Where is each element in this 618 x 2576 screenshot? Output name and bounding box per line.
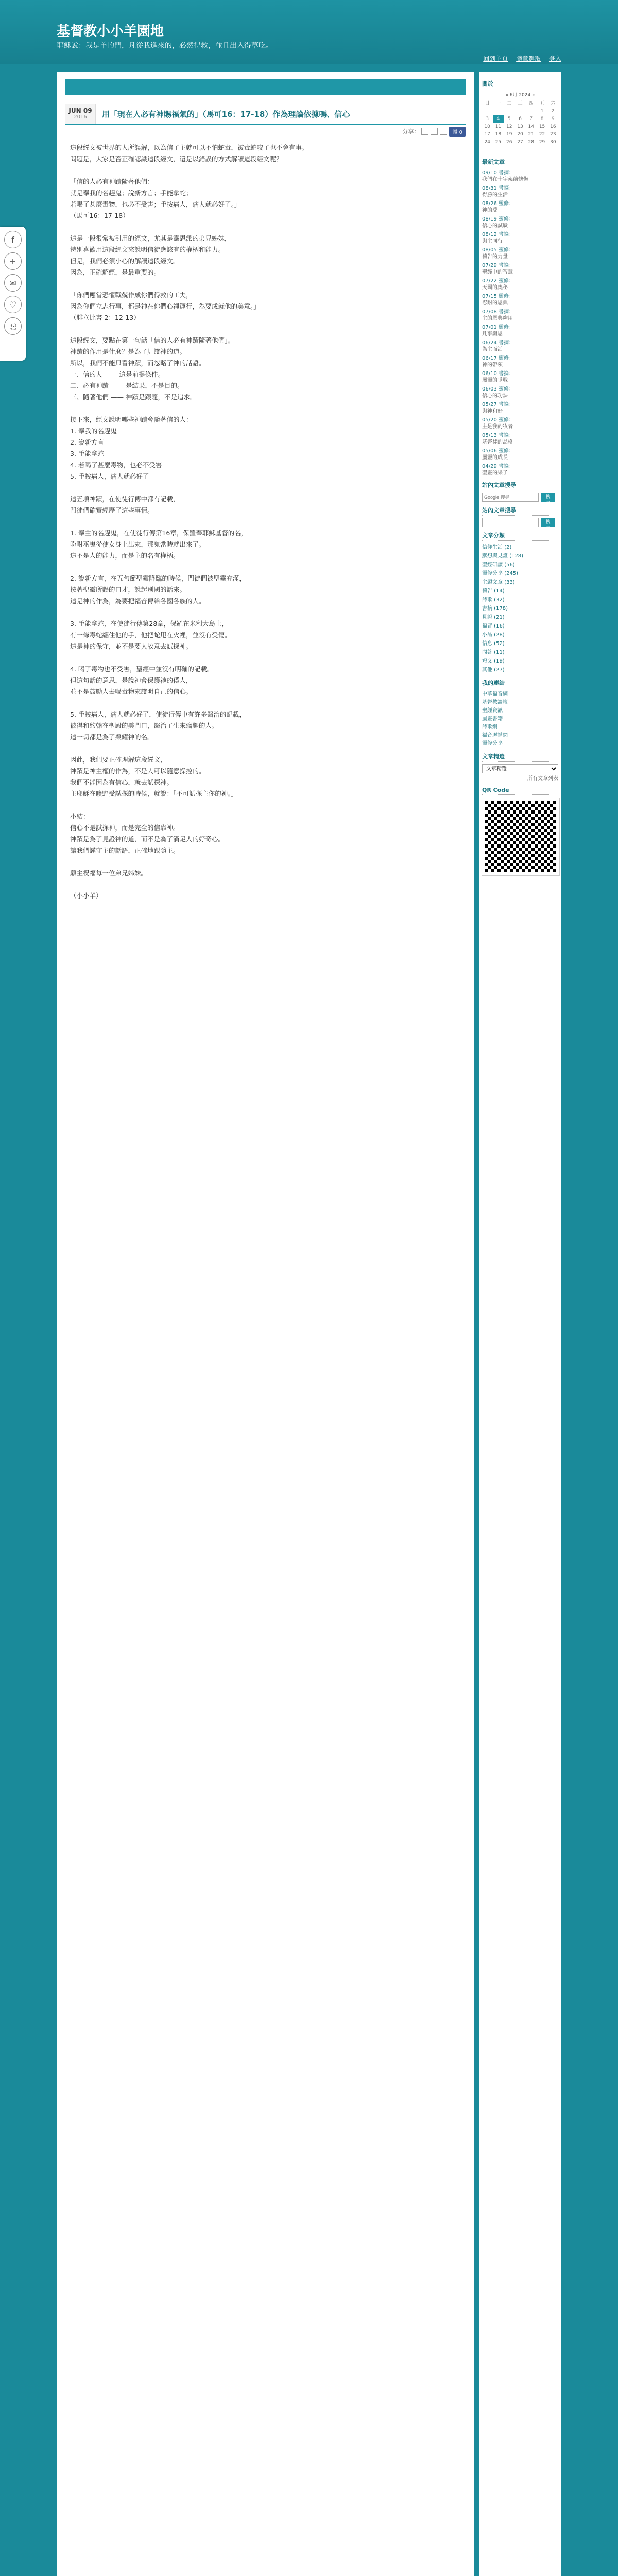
calendar-day[interactable]: 四	[528, 101, 534, 106]
mail-icon[interactable]: ✉	[4, 274, 22, 292]
recent-item[interactable]	[482, 216, 558, 229]
heart-icon[interactable]: ♡	[4, 296, 22, 313]
calendar	[482, 91, 558, 154]
archive-title: 文章精選	[482, 752, 558, 762]
link-item[interactable]: 基督教論壇	[482, 700, 508, 705]
recent-title[interactable]: 神的帶領	[482, 362, 503, 368]
category-item[interactable]: 書摘 (178)	[482, 606, 508, 612]
post-paragraph: 這五項神蹟，在使徒行傳中都有記載， 門徒們確實經歷了這些事情。	[70, 495, 180, 514]
calendar-day[interactable]: 4	[493, 115, 503, 123]
recent-date: 06/03 靈修：	[482, 386, 514, 392]
home-link[interactable]: 回到主頁	[483, 55, 508, 62]
recent-title[interactable]: 禱告的力量	[482, 254, 508, 260]
post-tools	[65, 125, 466, 138]
recent-date: 04/29 書摘：	[482, 464, 514, 469]
recent-title[interactable]: 基督徒的品格	[482, 439, 513, 445]
post-paragraph: 這是一段很常被引用的經文，尤其是靈恩派的弟兄姊妹， 特別喜歡用這段經文來說明信徒應該有的權柄和能力。 但是，我們必須小心的解讀這段經文。 因為，正確解經，是最重要的。	[70, 234, 231, 276]
recent-date: 06/17 靈修：	[482, 355, 514, 361]
site-links	[477, 54, 561, 63]
calendar-day[interactable]	[526, 108, 536, 115]
recent-date: 09/10 書摘：	[482, 170, 514, 176]
recent-item[interactable]	[482, 200, 558, 214]
calendar-day[interactable]: 25	[495, 140, 502, 145]
category-item[interactable]: 短文 (19)	[482, 658, 505, 664]
link-item[interactable]: 靈修分享	[482, 741, 503, 747]
recent-title[interactable]: 聖經中的智慧	[482, 269, 513, 275]
calendar-month[interactable]: « 6月 2024 »	[505, 93, 535, 98]
post-paragraph: 2. 說新方言，在五旬節聖靈降臨的時候，門徒們被聖靈充滿， 按著聖靈所賜的口才，說起別國的話來。 這是神的作為，為要把福音傳給各國各族的人。	[70, 574, 246, 605]
recent-date: 08/19 靈修：	[482, 216, 514, 222]
post-date-year: 2016	[74, 114, 87, 120]
recent-date: 05/13 書摘：	[482, 433, 514, 438]
calendar-day[interactable]: 13	[517, 124, 523, 129]
recent-title[interactable]: 主的恩典夠用	[482, 316, 513, 321]
recent-date: 05/20 靈修：	[482, 417, 514, 423]
recent-item[interactable]	[482, 417, 558, 430]
recent-title[interactable]: 為主而活	[482, 347, 503, 352]
link-icon[interactable]: ⎘	[4, 317, 22, 335]
category-title: 文章分類	[482, 531, 558, 541]
about-title: 關於	[482, 79, 558, 89]
site-search-input[interactable]	[482, 518, 539, 527]
calendar-day[interactable]: 30	[550, 140, 556, 145]
calendar-day[interactable]: 21	[528, 132, 534, 137]
category-item[interactable]: 小品 (28)	[482, 632, 505, 638]
calendar-day[interactable]: 28	[528, 140, 534, 145]
recent-date: 06/24 書摘：	[482, 340, 514, 346]
calendar-day[interactable]: 三	[518, 101, 523, 106]
calendar-day[interactable]: 24	[484, 140, 490, 145]
post-date	[65, 104, 96, 124]
calendar-day[interactable]: 17	[484, 132, 490, 137]
like-button[interactable]: 讚 0	[449, 127, 466, 137]
recent-item[interactable]	[482, 386, 558, 399]
recent-date: 07/22 靈修：	[482, 278, 514, 284]
calendar-day[interactable]	[504, 146, 514, 154]
recent-title[interactable]: 信心的試驗	[482, 223, 508, 229]
calendar-day[interactable]: 20	[517, 132, 523, 137]
link-item[interactable]: 福音聯播網	[482, 733, 508, 738]
google-search-row	[482, 493, 558, 506]
recent-title[interactable]: 信心的功課	[482, 393, 508, 399]
calendar-day[interactable]	[493, 146, 503, 154]
recent-title[interactable]: 忍耐的恩典	[482, 300, 508, 306]
site-title[interactable]: 基督教小小羊園地	[57, 24, 164, 39]
link-list	[482, 690, 558, 748]
category-item[interactable]: 聖經研讀 (56)	[482, 562, 515, 568]
recent-item[interactable]	[482, 448, 558, 461]
category-item[interactable]: 靈修分享 (245)	[482, 571, 519, 577]
recent-title: 最新文章	[482, 158, 558, 167]
calendar-day[interactable]: 6	[519, 116, 522, 122]
calendar-day[interactable]: 11	[495, 124, 502, 129]
category-item[interactable]: 福音 (16)	[482, 623, 505, 629]
link-item[interactable]: 聖經資訊	[482, 708, 503, 714]
post-paragraph: 4. 喝了毒物也不受害，聖經中並沒有明確的記載。 但這句話的意思，是說神會保護祂的僕人， 並不是鼓勵人去喝毒物來證明自己的信心。	[70, 665, 214, 696]
post-paragraph: 5. 手按病人，病人就必好了，使徒行傳中有許多醫治的記載， 彼得和約翰在聖殿的美門口，醫治了生來瘸腿的人。 這一切都是為了榮耀神的名。	[70, 710, 246, 741]
recent-date: 08/31 書摘：	[482, 185, 514, 191]
link-item[interactable]: 詩歌網	[482, 724, 497, 730]
recent-title[interactable]: 聖靈的果子	[482, 470, 508, 476]
all-posts-link[interactable]: 所有文章列表	[527, 776, 558, 782]
calendar-day[interactable]: 26	[506, 140, 512, 145]
post-paragraph: 3. 手能拿蛇，在使徒行傳第28章，保羅在米利大島上， 有一條毒蛇纏住他的手，他把蛇甩在火裡，並沒有受傷。 這是神的保守，並不是要人故意去試探神。	[70, 620, 231, 650]
category-item[interactable]: 問答 (11)	[482, 650, 505, 655]
calendar-day[interactable]: 29	[539, 140, 545, 145]
recent-title[interactable]: 凡事謝恩	[482, 331, 503, 337]
login-link[interactable]: 登入	[548, 55, 561, 62]
recent-title[interactable]: 我們在十字架前懊悔	[482, 177, 528, 182]
calendar-day[interactable]	[526, 146, 536, 154]
recent-item[interactable]	[482, 340, 558, 353]
calendar-day[interactable]	[482, 108, 492, 115]
calendar-day[interactable]: 23	[550, 132, 556, 137]
calendar-day[interactable]	[504, 108, 514, 115]
post-paragraph: 這段經文被世界的人所誤解，以為信了主就可以不怕蛇毒，被毒蛇咬了也不會有事。 問題是，大家是否正確認識這段經文，還是以錯誤的方式解讀這段經文呢？	[70, 144, 308, 163]
site-header	[0, 0, 618, 64]
recent-item[interactable]	[482, 170, 558, 183]
post-title[interactable]: 用「現在人必有神賜福氣的」（馬可16：17-18）作為理論依據嗎、信心	[102, 109, 350, 119]
calendar-day[interactable]: 5	[507, 116, 511, 122]
qr-code	[482, 798, 559, 875]
calendar-day[interactable]	[493, 108, 503, 115]
calendar-day[interactable]: 一	[495, 101, 501, 106]
post-paragraph: 1. 奉主的名趕鬼，在使徒行傳第16章，保羅奉耶穌基督的名， 吩咐巫鬼從使女身上出來，那鬼當時就出來了。 這不是人的能力，而是主的名有權柄。	[70, 529, 248, 560]
recent-title[interactable]: 屬靈的爭戰	[482, 378, 508, 383]
plus-icon[interactable]: +	[4, 252, 22, 270]
recent-item[interactable]	[482, 309, 558, 322]
calendar-day[interactable]: 3	[486, 116, 489, 122]
post-date-day: JUN 09	[68, 107, 92, 114]
calendar-day[interactable]: 14	[528, 124, 534, 129]
share-label: 分享：	[402, 128, 420, 135]
search-title: 站內文章搜尋	[482, 481, 558, 490]
recent-item[interactable]	[482, 185, 558, 198]
google-search-input[interactable]	[482, 493, 539, 502]
post	[65, 104, 466, 917]
recent-title[interactable]: 主是我的牧者	[482, 424, 513, 430]
recent-date: 08/12 書摘：	[482, 232, 514, 238]
category-list	[482, 543, 558, 674]
main-content	[57, 72, 474, 2576]
calendar-day[interactable]: 18	[495, 132, 502, 137]
calendar-day[interactable]	[482, 146, 492, 154]
calendar-day[interactable]: 12	[506, 124, 512, 129]
recent-title[interactable]: 神的愛	[482, 208, 497, 213]
category-item[interactable]: 其他 (27)	[482, 667, 505, 673]
calendar-day[interactable]: 15	[539, 124, 545, 129]
category-item[interactable]: 主題文章 (33)	[482, 580, 515, 585]
post-paragraph: 「你們應當恐懼戰兢作成你們得救的工夫， 因為你們立志行事，都是神在你們心裡運行，為要成就他的美意。」 （腓立比書 2：12-13）	[70, 291, 260, 321]
post-paragraph: 接下來，經文說明哪些神蹟會隨著信的人： 1. 奉我的名趕鬼 2. 說新方言 3. 手能拿蛇 4. 若喝了甚麼毒物，也必不受害 5. 手按病人，病人就必好了	[70, 416, 193, 480]
calendar-day[interactable]: 16	[550, 124, 556, 129]
calendar-day[interactable]: 日	[485, 101, 490, 106]
post-paragraph: 願主祝福每一位弟兄姊妹。 （小小羊）	[70, 869, 148, 900]
calendar-day[interactable]	[515, 146, 525, 154]
recent-item[interactable]	[482, 401, 558, 415]
qr-title: QR Code	[482, 787, 558, 795]
recent-title[interactable]: 與主同行	[482, 239, 503, 244]
recent-date: 05/27 書摘：	[482, 402, 514, 408]
calendar-day[interactable]: 五	[540, 101, 545, 106]
random-link[interactable]: 隨意選取	[516, 55, 541, 62]
recent-item[interactable]	[482, 231, 558, 245]
recent-item[interactable]	[482, 355, 558, 368]
calendar-day[interactable]: 1	[540, 109, 544, 114]
recent-item[interactable]	[482, 262, 558, 276]
calendar-day[interactable]: 8	[540, 116, 544, 122]
recent-title[interactable]: 與神和好	[482, 409, 503, 414]
calendar-day[interactable]: 2	[551, 109, 555, 114]
site-search-title: 站內文章搜尋	[482, 506, 558, 516]
recent-title[interactable]: 屬靈的成長	[482, 455, 508, 461]
category-item[interactable]: 信息 (52)	[482, 641, 505, 647]
category-item[interactable]: 詩歌 (32)	[482, 597, 505, 603]
calendar-day[interactable]: 19	[506, 132, 512, 137]
recent-item[interactable]	[482, 324, 558, 337]
post-header	[65, 104, 466, 125]
recent-item[interactable]	[482, 278, 558, 291]
calendar-day[interactable]	[515, 108, 525, 115]
link-item[interactable]: 屬靈書籍	[482, 716, 503, 722]
recent-date: 08/26 靈修：	[482, 201, 514, 207]
recent-title[interactable]: 天國的奧秘	[482, 285, 508, 291]
calendar-day[interactable]: 六	[551, 101, 556, 106]
facebook-icon[interactable]: f	[4, 231, 22, 248]
recent-item[interactable]	[482, 247, 558, 260]
share-bar	[0, 227, 26, 361]
recent-date: 07/29 書摘：	[482, 263, 514, 268]
post-paragraph: 這段經文，要點在第一句話「信的人必有神蹟隨著他們」。 神蹟的作用是什麼？是為了見證神的道。 所以，我們不能只看神蹟，而忽略了神的話語。 一、信的人 —— 這是前提條件。 二、必有神蹟 —— 是結果，不是目的。 三、隨著他們 —— 神蹟是跟隨，不是追求。	[70, 336, 234, 401]
calendar-day[interactable]: 二	[507, 101, 512, 106]
calendar-grid	[482, 100, 558, 154]
recent-list	[482, 170, 558, 477]
recent-item[interactable]	[482, 463, 558, 477]
calendar-day[interactable]: 10	[484, 124, 490, 129]
link-item[interactable]: 中華福音網	[482, 691, 508, 697]
recent-date: 07/08 書摘：	[482, 309, 514, 315]
post-body	[65, 138, 466, 917]
calendar-day[interactable]: 9	[551, 116, 555, 122]
post-paragraph: 因此，我們要正確理解這段經文， 神蹟是神主權的作為，不是人可以隨意操控的。 我們不能因為有信心，就去試探神。 主耶穌在曠野受試探的時候，就說：「不可試探主你的神。」	[70, 756, 238, 798]
recent-title[interactable]: 得勝的生活	[482, 192, 508, 198]
print-icon[interactable]	[421, 128, 428, 135]
category-item[interactable]: 禱告 (14)	[482, 588, 505, 594]
recent-date: 07/15 靈修：	[482, 294, 514, 299]
category-item[interactable]: 見證 (21)	[482, 615, 505, 620]
top-strip	[65, 79, 466, 95]
recent-item[interactable]	[482, 293, 558, 307]
calendar-day[interactable]: 22	[539, 132, 545, 137]
recent-date: 05/06 靈修：	[482, 448, 514, 454]
recent-date: 07/01 靈修：	[482, 325, 514, 330]
recent-item[interactable]	[482, 432, 558, 446]
links-title: 我的連結	[482, 679, 558, 688]
site-search-row	[482, 518, 558, 531]
site-search-button[interactable]: 搜尋	[541, 518, 555, 527]
archive-select[interactable]	[482, 764, 558, 773]
recent-date: 08/05 靈修：	[482, 247, 514, 253]
calendar-day[interactable]: 27	[517, 140, 523, 145]
plurk-icon[interactable]	[440, 128, 447, 135]
category-item[interactable]: 信仰生活 (2)	[482, 545, 512, 550]
post-paragraph: 「信的人必有神蹟隨著他們： 就是奉我的名趕鬼；說新方言；手能拿蛇； 若喝了甚麼毒物，也必不受害；手按病人，病人就必好了。」 （馬可16：17-18）	[70, 178, 241, 219]
sidebar	[479, 72, 561, 2576]
recent-item[interactable]	[482, 370, 558, 384]
category-item[interactable]: 默想與見證 (128)	[482, 553, 524, 559]
calendar-day[interactable]: 7	[529, 116, 533, 122]
post-paragraph: 小結： 信心不是試探神，而是完全的信靠神。 神蹟是為了見證神的道，而不是為了滿足人的好奇心。 讓我們謹守主的話語，正確地跟隨主。	[70, 812, 225, 854]
twitter-icon[interactable]	[431, 128, 438, 135]
google-search-button[interactable]: 搜尋	[541, 493, 555, 502]
site-subtitle: 耶穌說：我是羊的門，凡從我進來的，必然得救，並且出入得草吃。	[57, 42, 273, 50]
recent-date: 06/10 書摘：	[482, 371, 514, 377]
